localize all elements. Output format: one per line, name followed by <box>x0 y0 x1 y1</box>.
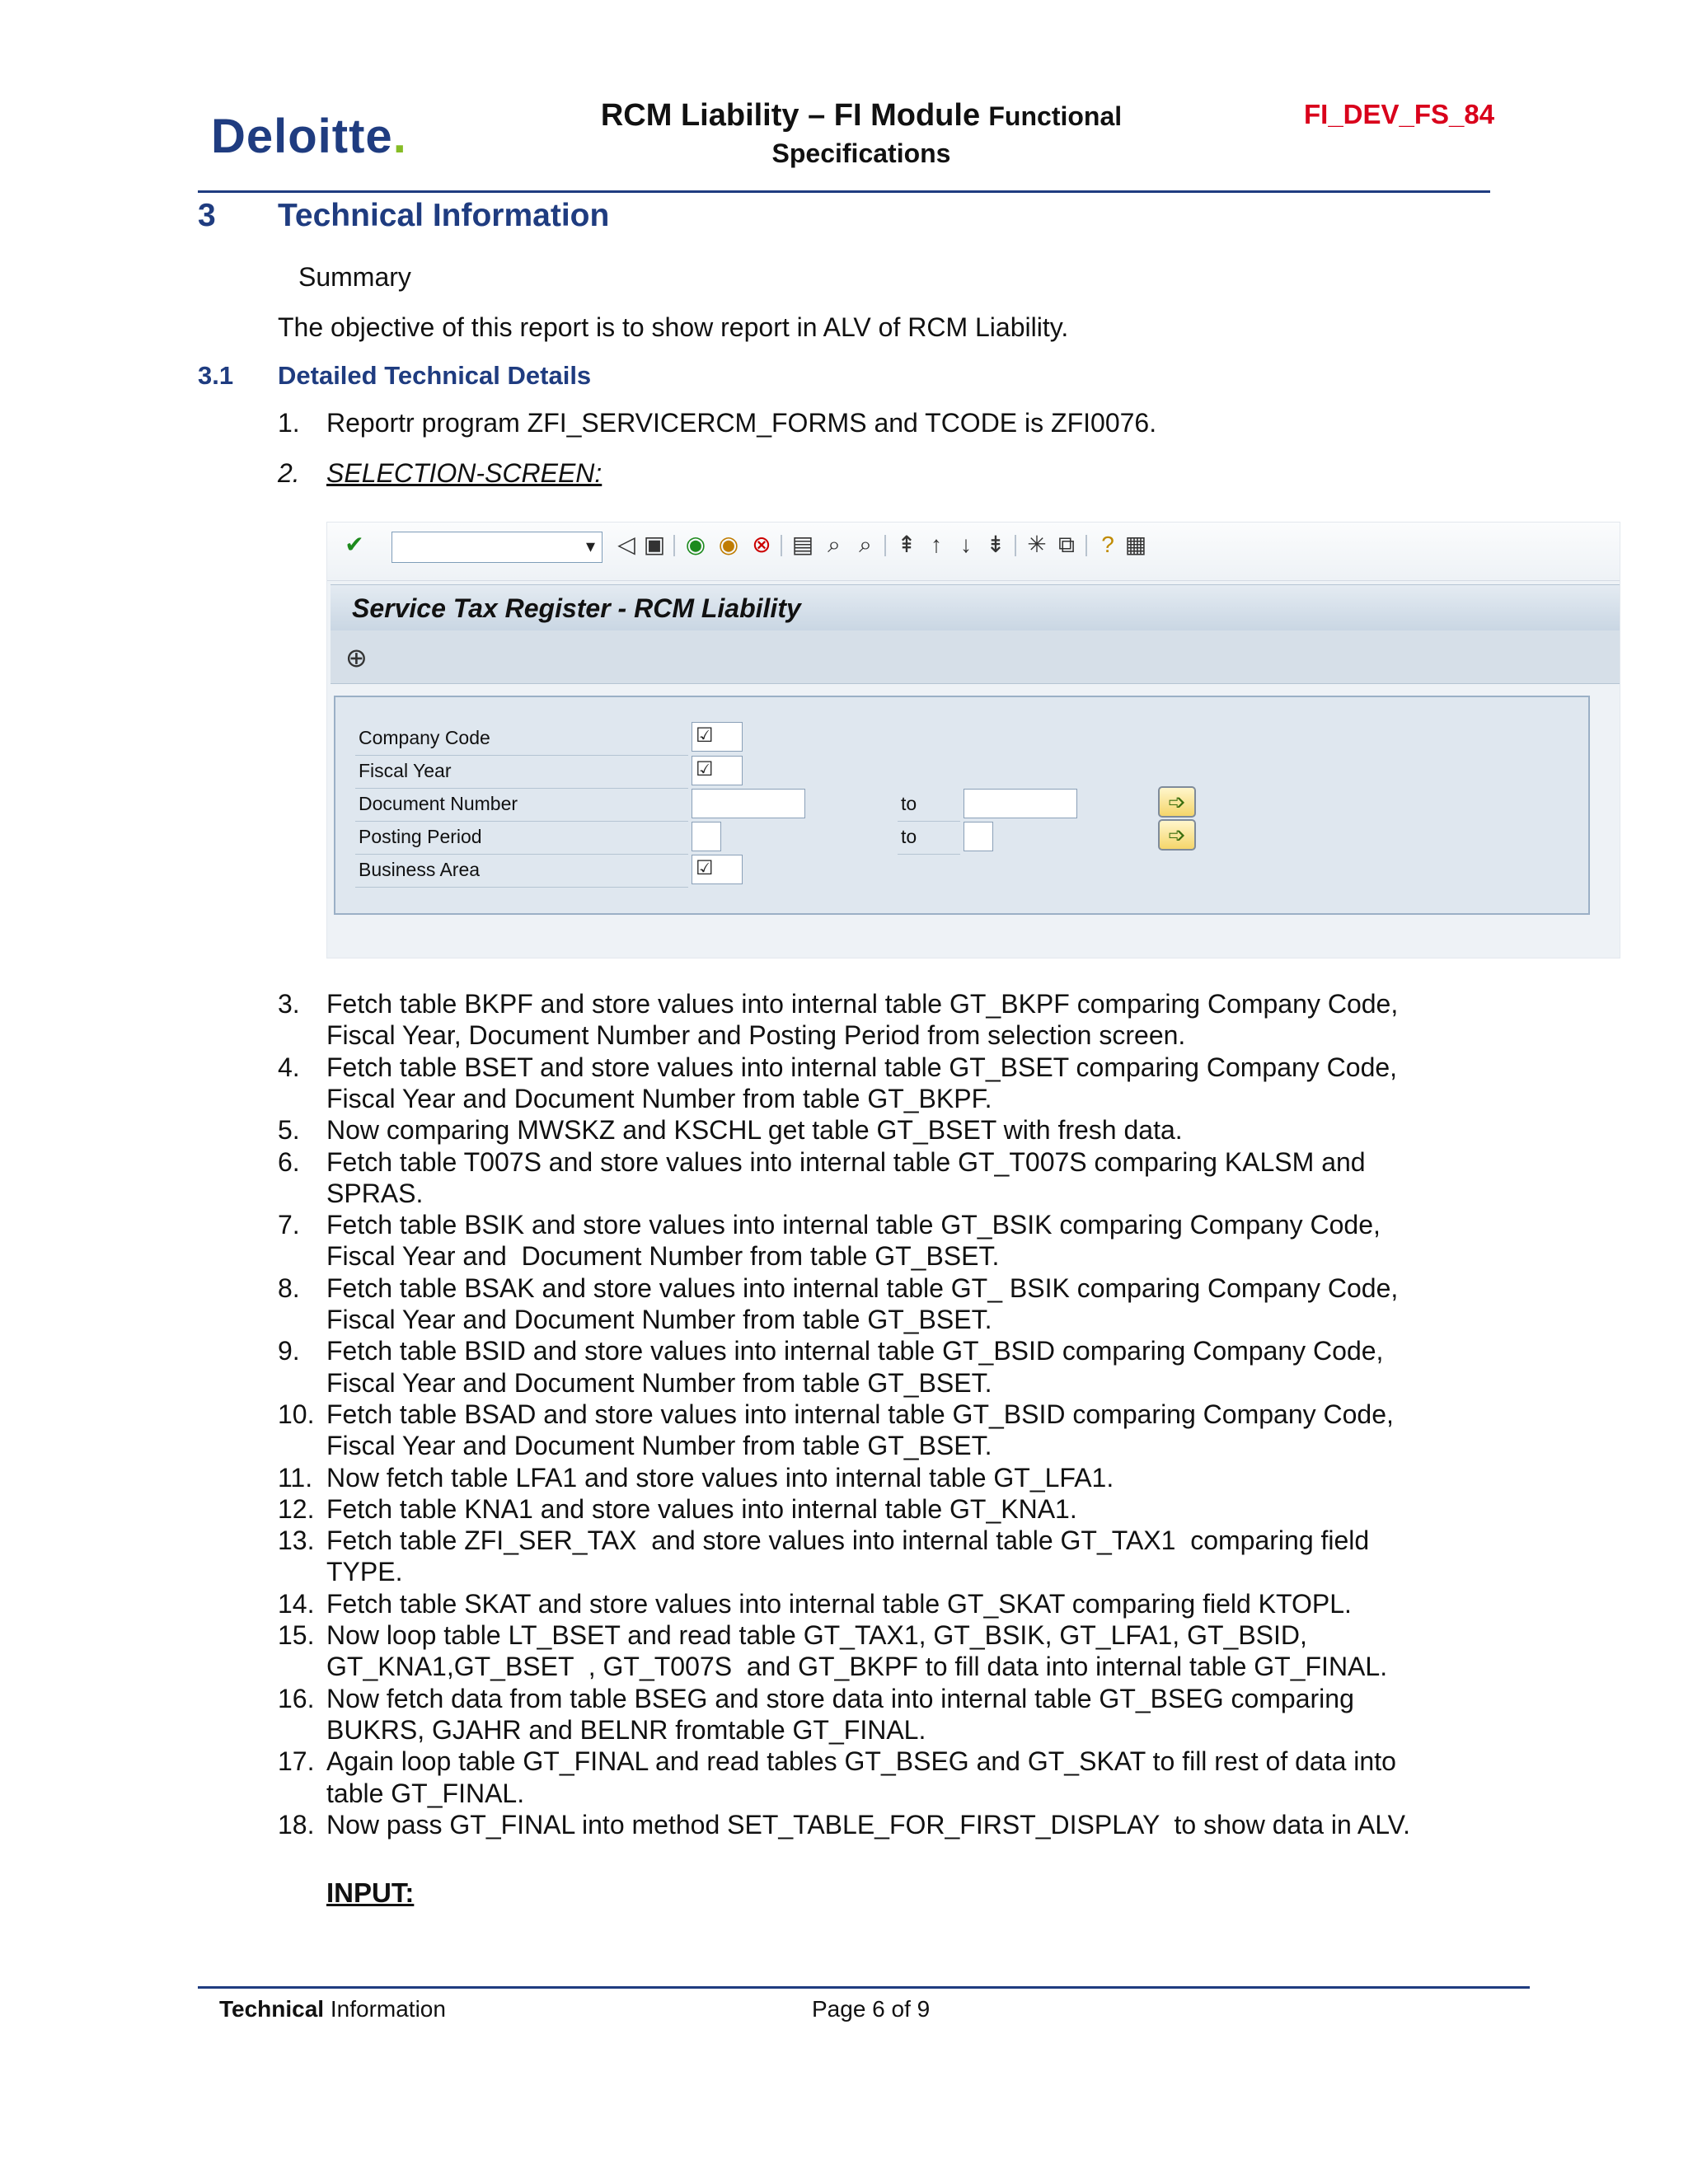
print-icon[interactable]: ▤ <box>791 532 814 557</box>
multiple-selection-button[interactable] <box>1158 819 1196 851</box>
document-number-from-input[interactable] <box>692 789 805 818</box>
step-text-line: Now comparing MWSKZ and KSCHL get table GT_BSET with fresh data. <box>326 1115 1183 1146</box>
step-text-line: Fetch table SKAT and store values into internal table GT_SKAT comparing field KTOPL. <box>326 1588 1352 1619</box>
step-text-line: GT_KNA1,GT_BSET , GT_T007S and GT_BKPF to fill data into internal table GT_FINAL. <box>326 1652 1388 1682</box>
step-number: 17. <box>278 1746 315 1777</box>
step-number: 7. <box>278 1210 300 1240</box>
toolbar-separator <box>884 535 886 556</box>
step-text-line: Fiscal Year and Document Number from table GT_BSET. <box>326 1305 992 1334</box>
step-text-line: Fiscal Year and Document Number from table GT_BKPF. <box>326 1083 992 1113</box>
field-label-posting-period: Posting Period <box>359 826 482 847</box>
step-number: 15. <box>278 1620 315 1650</box>
multiple-selection-button[interactable] <box>1158 786 1196 818</box>
step-text-line: Again loop table GT_FINAL and read tables GT_BSEG and GT_SKAT to fill rest of data into <box>326 1746 1396 1777</box>
cancel-icon[interactable]: ⊗ <box>752 532 771 557</box>
fiscal-year-input[interactable]: ☑ <box>692 756 743 785</box>
header-rule <box>198 190 1490 193</box>
field-underline <box>898 821 960 822</box>
toolbar-separator <box>1085 535 1087 556</box>
section-number: 3 <box>198 198 216 233</box>
document-code: FI_DEV_FS_84 <box>1304 99 1495 129</box>
step-number: 16. <box>278 1683 315 1713</box>
title-line2: Specifications <box>771 138 951 168</box>
save-icon[interactable]: ▣ <box>643 532 666 557</box>
field-label-company-code: Company Code <box>359 727 490 748</box>
step-text-line: Fetch table BSAK and store values into internal table GT_ BSIK comparing Company Code, <box>326 1272 1399 1303</box>
step-number: 9. <box>278 1336 300 1366</box>
field-underline <box>355 887 688 888</box>
step-text-line: TYPE. <box>326 1557 403 1587</box>
find-icon[interactable]: ⌕ <box>828 532 841 557</box>
step-text-line: Now loop table LT_BSET and read table GT_TAX1, GT_BSIK, GT_LFA1, GT_BSID, <box>326 1620 1307 1650</box>
step-text-line: Fetch table BSID and store values into internal table GT_BSID comparing Company Code, <box>326 1336 1384 1366</box>
step-text-line: Fetch table BSAD and store values into internal table GT_BSID comparing Company Code, <box>326 1399 1394 1429</box>
subsection-title: Detailed Technical Details <box>278 361 592 390</box>
selection-frame <box>334 696 1590 915</box>
step-number: 12. <box>278 1493 315 1524</box>
objective-text: The objective of this report is to show report in ALV of RCM Liability. <box>278 312 1069 342</box>
arrow-right-icon: ➩ <box>1168 823 1186 847</box>
document-number-to-input[interactable] <box>964 789 1077 818</box>
business-area-input[interactable]: ☑ <box>692 855 743 884</box>
footer-section <box>219 1996 446 2022</box>
step-number: 4. <box>278 1052 300 1082</box>
to-label: to <box>901 826 917 847</box>
subsection-number: 3.1 <box>198 361 234 390</box>
sap-toolbar <box>327 523 1620 581</box>
field-underline <box>355 854 688 855</box>
field-underline <box>355 788 688 789</box>
step-text-line: Fetch table BKPF and store values into internal table GT_BKPF comparing Company Code, <box>326 989 1399 1019</box>
step-text-line: Fetch table KNA1 and store values into internal table GT_KNA1. <box>326 1493 1077 1524</box>
step-text-line: table GT_FINAL. <box>326 1778 525 1808</box>
field-label-fiscal-year: Fiscal Year <box>359 760 452 781</box>
last-page-icon[interactable]: ⇟ <box>986 532 1006 557</box>
step-text-line: Now fetch table LFA1 and store values into internal table GT_LFA1. <box>326 1462 1114 1493</box>
company-code-input[interactable]: ☑ <box>692 722 743 752</box>
back-icon[interactable]: ◉ <box>685 532 706 557</box>
find-next-icon[interactable]: ⌕ <box>859 532 872 557</box>
step-number: 1. <box>278 408 300 438</box>
sap-selection-screen <box>326 522 1620 958</box>
step-text-line: Fetch table BSIK and store values into internal table GT_BSIK comparing Company Code, <box>326 1210 1381 1240</box>
previous-page-icon[interactable]: ↑ <box>931 532 942 557</box>
summary-label: Summary <box>298 262 411 292</box>
step-text: SELECTION-SCREEN: <box>326 458 603 488</box>
step-number: 2. <box>278 458 300 488</box>
document-title <box>560 97 1162 171</box>
logo-text: Deloitte <box>211 110 393 163</box>
step-text-line: BUKRS, GJAHR and BELNR fromtable GT_FINAL. <box>326 1714 926 1745</box>
help-icon[interactable]: ? <box>1101 532 1114 557</box>
step-number: 8. <box>278 1272 300 1303</box>
step-text-line: Fetch table ZFI_SER_TAX and store values into internal table GT_TAX1 comparing field <box>326 1526 1370 1556</box>
step-number: 10. <box>278 1399 315 1429</box>
field-label-business-area: Business Area <box>359 859 481 880</box>
step-number: 13. <box>278 1526 315 1556</box>
step-number: 18. <box>278 1809 315 1840</box>
toolbar-separator <box>1015 535 1016 556</box>
back-arrow-icon[interactable]: ◁ <box>617 532 635 557</box>
execute-icon[interactable]: ⊕ <box>345 643 368 673</box>
screen-title: Service Tax Register - RCM Liability <box>352 593 801 623</box>
step-text-line: Fiscal Year and Document Number from table GT_BSET. <box>326 1367 992 1398</box>
page-number: Page 6 of 9 <box>812 1996 931 2022</box>
step-number: 14. <box>278 1588 315 1619</box>
field-label-document-number: Document Number <box>359 793 518 814</box>
title-main: RCM Liability – FI Module <box>600 98 981 133</box>
enter-check-icon[interactable]: ✔ <box>345 532 364 557</box>
deloitte-logo <box>211 109 407 164</box>
posting-period-to-input[interactable] <box>964 822 993 851</box>
input-heading: INPUT: <box>326 1877 415 1908</box>
new-session-icon[interactable]: ✳ <box>1027 532 1047 557</box>
step-number: 11. <box>278 1462 313 1493</box>
step-number: 6. <box>278 1146 300 1177</box>
layout-menu-icon[interactable]: ▦ <box>1124 532 1147 557</box>
step-text-line: Now pass GT_FINAL into method SET_TABLE_FOR_FIRST_DISPLAY to show data in ALV. <box>326 1809 1410 1840</box>
field-underline <box>898 854 960 855</box>
step-text-line: Fiscal Year and Document Number from table GT_BSET. <box>326 1431 992 1461</box>
footer-rule <box>198 1986 1530 1989</box>
chevron-down-icon: ▾ <box>585 536 595 556</box>
sap-title-bar <box>331 584 1620 631</box>
step-text: Reportr program ZFI_SERVICERCM_FORMS and TCODE is ZFI0076. <box>326 408 1157 438</box>
command-field[interactable] <box>392 532 603 563</box>
toolbar-separator <box>673 535 675 556</box>
step-text-line: Fiscal Year and Document Number from table GT_BSET. <box>326 1241 1000 1272</box>
exit-icon[interactable]: ◉ <box>718 532 739 557</box>
first-page-icon[interactable]: ⇞ <box>897 532 917 557</box>
footer-bold: Technical <box>219 1996 325 2022</box>
step-text-line: SPRAS. <box>326 1178 424 1208</box>
field-underline <box>355 821 688 822</box>
section-title: Technical Information <box>278 198 610 233</box>
step-text-line: Fetch table T007S and store values into internal table GT_T007S comparing KALSM and <box>326 1146 1366 1177</box>
footer-rest: Information <box>324 1996 446 2022</box>
step-number: 3. <box>278 989 300 1019</box>
sap-application-toolbar <box>331 630 1620 684</box>
step-number: 5. <box>278 1115 300 1146</box>
title-rest: Functional <box>988 101 1123 131</box>
step-text-line: Fiscal Year, Document Number and Posting Period from selection screen. <box>326 1020 1186 1051</box>
step-text-line: Fetch table BSET and store values into internal table GT_BSET comparing Company Code, <box>326 1052 1398 1082</box>
next-page-icon[interactable]: ↓ <box>960 532 972 557</box>
field-underline <box>355 755 688 756</box>
step-text-line: Now fetch data from table BSEG and store data into internal table GT_BSEG comparing <box>326 1683 1354 1713</box>
shortcut-icon[interactable]: ⧉ <box>1058 532 1075 557</box>
to-label: to <box>901 793 917 814</box>
logo-dot: . <box>392 110 407 163</box>
toolbar-separator <box>781 535 782 556</box>
posting-period-from-input[interactable] <box>692 822 721 851</box>
arrow-right-icon: ➩ <box>1168 790 1186 814</box>
